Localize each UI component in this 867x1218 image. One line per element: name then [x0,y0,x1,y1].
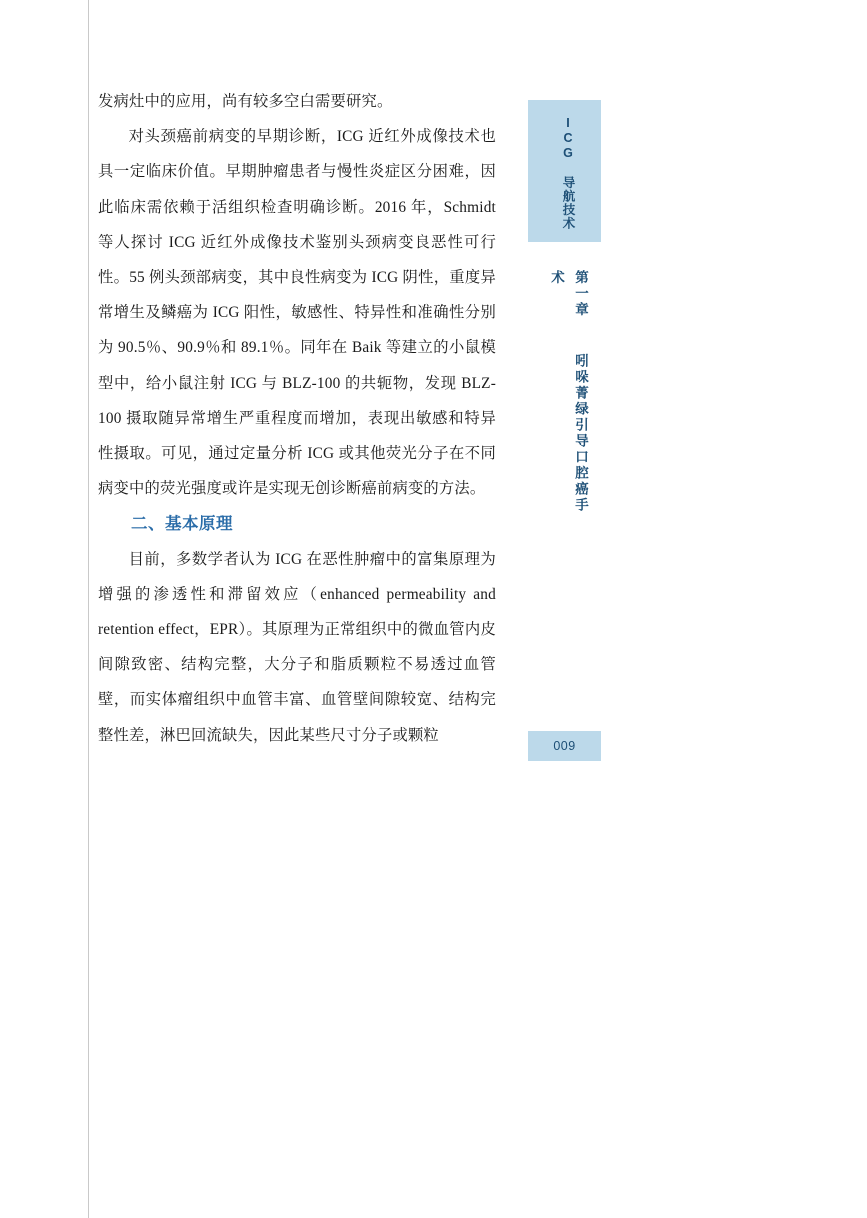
paragraph: 对头颈癌前病变的早期诊断，ICG 近红外成像技术也具一定临床价值。早期肿瘤患者与慢性炎症区分困难，因此临床需依赖于活组织检查明确诊断。2016 年，Schmidt 等人探讨 ICG 近红外成像技术鉴别头颈病变良恶性可行性。55 例头颈部病变，其中良性病变为 ICG 阴性，重度异常增生及鳞癌为 ICG 阳性，敏感性、特异性和准确性分别为 90.5％、90.9％和 89.1％。同年在 Baik 等建立的小鼠模型中，给小鼠注射 ICG 与 BLZ-100 的共轭物，发现 BLZ-100 摄取随异常增生严重程度而增加，表现出敏感和特异性摄取。可见，通过定量分析 ICG 或其他荧光分子在不同病变中的荧光强度或许是实现无创诊断癌前病变的方法。 [98,128,496,498]
side-chapter-number: 第一章 [573,270,588,318]
page-number: 009 [553,739,576,753]
paragraph: 目前，多数学者认为 ICG 在恶性肿瘤中的富集原理为增强的渗透性和滞留效应（enhanced permeability and retention effect，EPR）。其原理为正常组织中的微血管内皮间隙致密、结构完整，大分子和脂质颗粒不易透过血管壁，而实体瘤组织中血管丰富、血管壁间隙较宽、结构完整性差，淋巴回流缺失，因此某些尺寸分子或颗粒 [98,550,496,744]
paragraph: 发病灶中的应用，尚有较多空白需要研究。 [98,93,393,110]
side-chapter-name: 吲哚菁绿引导口腔癌手术 [549,270,588,514]
side-tab-label: ICG 导航技术 [561,116,575,230]
side-chapter-title [540,270,592,520]
section-heading: 二、基本原理 [131,514,233,534]
side-tab [528,100,601,242]
page-folio [528,731,601,761]
body-text-column [88,84,508,753]
